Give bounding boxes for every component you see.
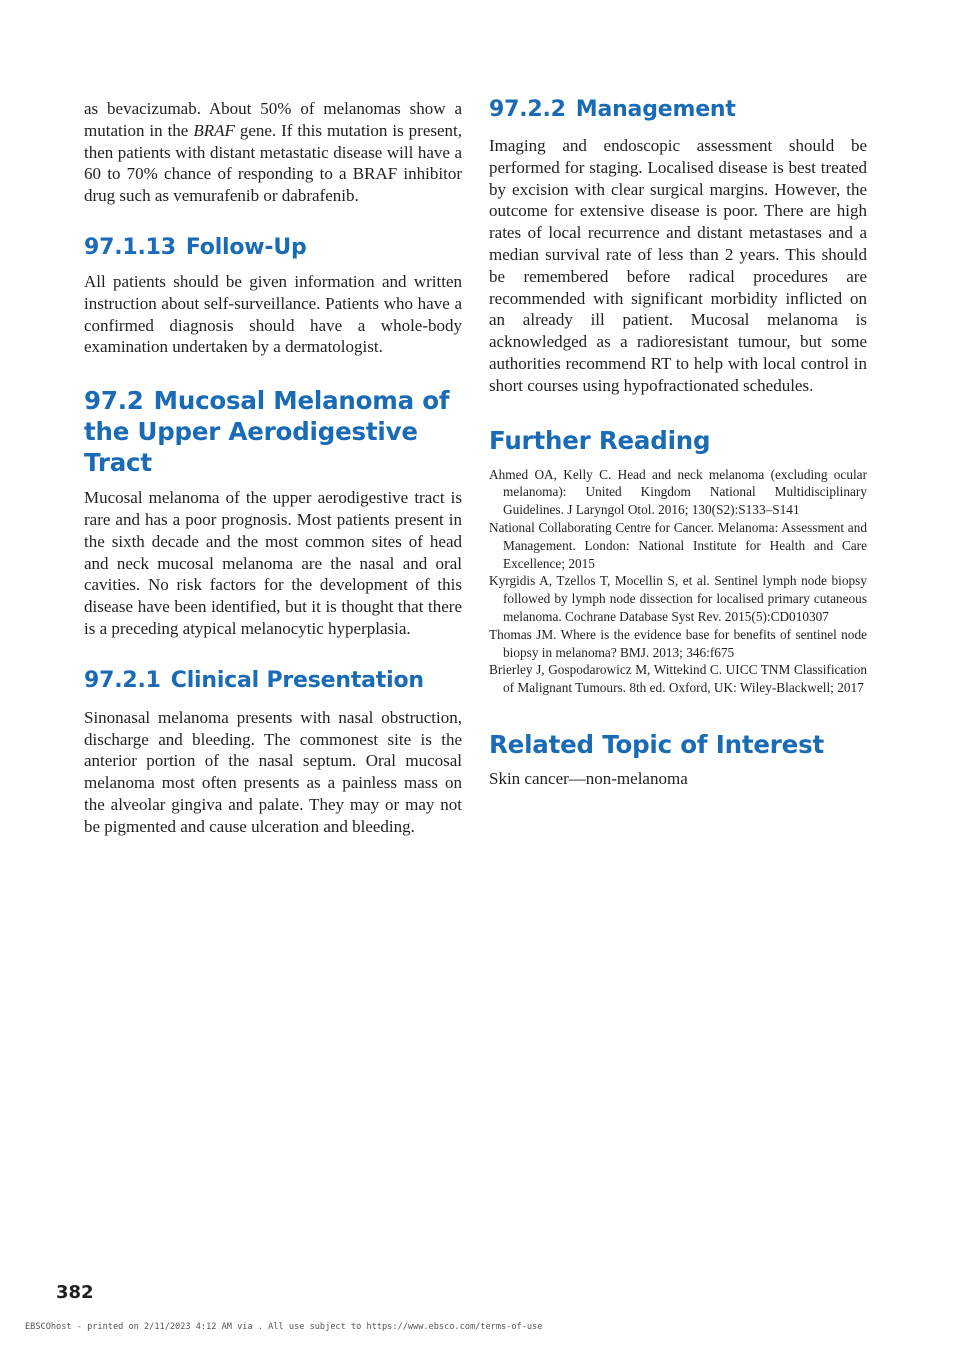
reference-list: [489, 466, 867, 697]
right-column: [489, 96, 867, 790]
left-column: [84, 96, 462, 838]
related-topic-text: Skin cancer—non-melanoma: [489, 768, 688, 788]
clinical-title: Clinical Presentation: [170, 667, 424, 693]
management-heading: [489, 96, 867, 124]
management-paragraph: Imaging and endoscopic assessment should be performed for staging. Localised disease is best treated by excision with clear surgical margins. However, the outcome for extensive disease is poor. There are high rates of local recurrence and distant metastases and a median survival rate of less than 2 years. This should be remembered before radical procedures are recommended with significant morbidity inflicted on an already ill patient. Mucosal melanoma is acknowledged as a radioresistant tumour, but some authorities recommend RT to help with local control in short courses using hypofractionated schedules.: [489, 136, 867, 395]
reference-item: Thomas JM. Where is the evidence base for benefits of sentinel node biopsy in melanoma? BMJ. 2013; 346:f675: [489, 626, 867, 660]
followup-heading: [84, 234, 462, 262]
intro-text-b: gene. If this mutation is present, then patients with distant metastatic disease will have a 60 to 70% chance of responding to a BRAF inhibitor drug such as vemurafenib or dabrafenib.: [84, 120, 462, 206]
mucosal-paragraph: Mucosal melanoma of the upper aerodigestive tract is rare and has a poor prognosis. Most patients present in the sixth decade and the most common sites of head and neck mucosal melanoma are the nasal and oral cavities. No risk factors for the development of this disease have been identified, but it is thought that there is a preceding atypical melanocytic hyperplasia.: [84, 488, 462, 638]
management-number: 97.2.2: [489, 97, 566, 122]
mucosal-title: Mucosal Melanoma of the Upper Aerodigestive Tract: [84, 386, 450, 478]
further-reading-heading: Further Reading: [489, 425, 711, 455]
intro-text-a: as bevacizumab. About 50% of melanomas show a mutation in the: [84, 99, 462, 140]
clinical-heading: [84, 667, 462, 695]
reference-item: Brierley J, Gospodarowicz M, Wittekind C. UICC TNM Classification of Malignant Tumours. 8th ed. Oxford, UK: Wiley-Blackwell; 2017: [489, 662, 867, 696]
reference-item: National Collaborating Centre for Cancer. Melanoma: Assessment and Management. London: National Institute for Health and Care Excellence; 2015: [489, 519, 867, 571]
reference-item: Ahmed OA, Kelly C. Head and neck melanoma (excluding ocular melanoma): United Kingdom National Multidisciplinary Guidelines. J Laryngol Otol. 2016; 130(S2):S133–S141: [489, 466, 867, 518]
page-number: 382: [56, 1282, 94, 1303]
reference-item: Kyrgidis A, Tzellos T, Mocellin S, et al. Sentinel lymph node biopsy followed by lymph node dissection for localised primary cutaneous melanoma. Cochrane Database Syst Rev. 2015(5):CD010307: [489, 573, 867, 624]
gene-name: BRAF: [193, 120, 235, 140]
management-title: Management: [575, 97, 736, 122]
followup-title: Follow-Up: [185, 234, 307, 260]
footer-note: EBSCOhost - printed on 2/11/2023 4:12 AM via . All use subject to https://www.ebsco.com/terms-of-use: [25, 1322, 543, 1332]
clinical-paragraph: Sinonasal melanoma presents with nasal obstruction, discharge and bleeding. The commonest site is the anterior portion of the nasal septum. Oral mucosal melanoma most often presents as a painless mass on the alveolar gingiva and palate. They may or may not be pigmented and cause ulceration and bleeding.: [84, 707, 462, 836]
followup-paragraph: All patients should be given information and written instruction about self-surveillance. Patients who have a confirmed diagnosis should have a whole-body examination undertaken by a dermatologist.: [84, 271, 462, 357]
related-topic-heading: Related Topic of Interest: [489, 729, 824, 759]
mucosal-heading: [84, 385, 462, 478]
intro-paragraph: [84, 98, 462, 207]
clinical-number: 97.2.1: [84, 667, 161, 693]
followup-number: 97.1.13: [84, 234, 176, 260]
mucosal-number: 97.2: [84, 386, 144, 416]
